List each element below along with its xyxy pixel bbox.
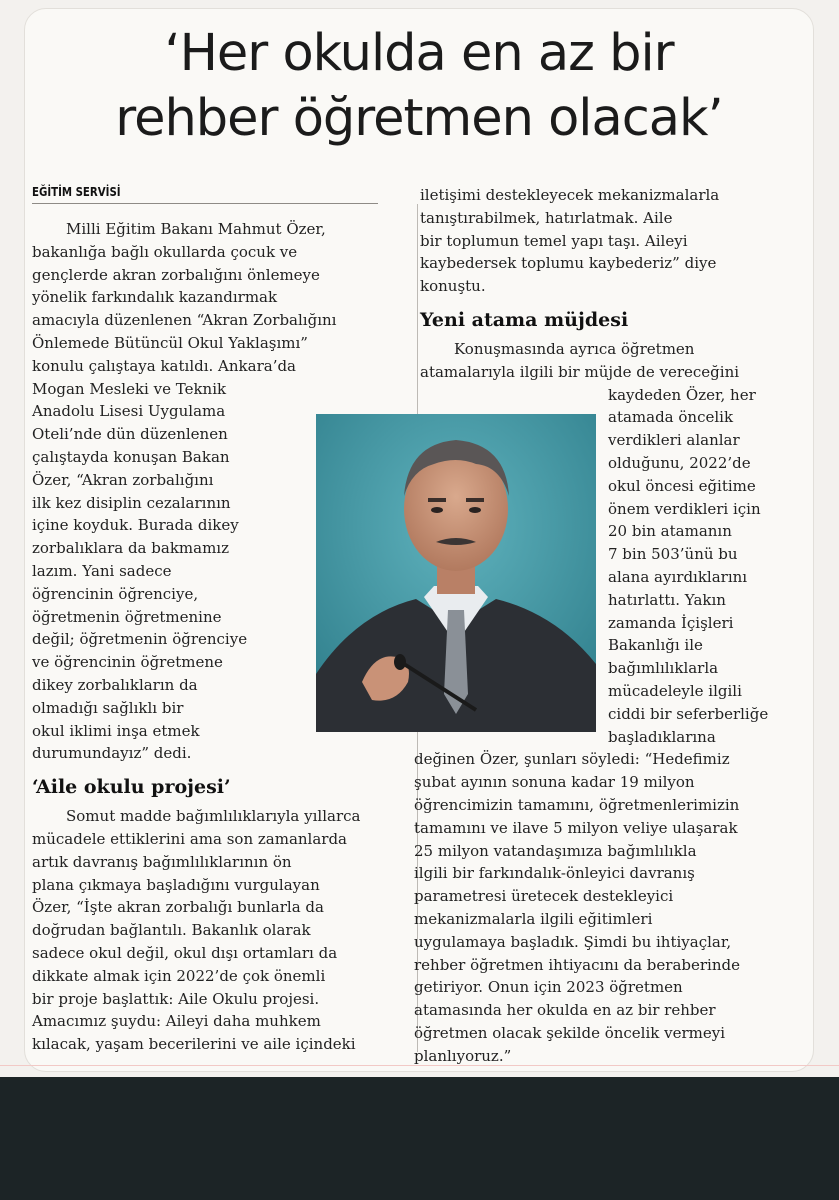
text-line: değinen Özer, şunları söyledi: “Hedefimiz: [414, 750, 730, 769]
text-line: Özer, “Akran zorbalığını: [32, 470, 214, 489]
text-line: tamamını ve ilave 5 milyon veliye ulaşarak: [414, 818, 738, 837]
text-line: bakanlığa bağlı okullarda çocuk ve: [32, 242, 298, 261]
text-line: mücadeleyle ilgili: [608, 681, 742, 700]
text-line: 7 bin 503’ünü bu: [608, 545, 738, 564]
text-line: Bakanlığı ile: [608, 636, 703, 655]
text-line: Oteli’nde dün düzenlenen: [32, 425, 228, 444]
text-line: Milli Eğitim Bakanı Mahmut Özer,: [66, 220, 326, 238]
text-line: durumundayız” dedi.: [32, 744, 192, 763]
text-line: öğrencinin öğrenciye,: [32, 584, 199, 603]
text-line: çalıştayda konuşan Bakan: [32, 447, 230, 466]
text-line: başladıklarına: [608, 727, 716, 746]
byline-rule: [32, 203, 378, 204]
headline-line-1: ‘Her okulda en az bir: [164, 24, 674, 83]
subheading-yeni-atama: Yeni atama müjdesi: [420, 308, 629, 331]
text-line: konuştu.: [420, 277, 486, 296]
minister-photo: [316, 414, 596, 732]
text-line: kılacak, yaşam becerilerini ve aile içindeki: [32, 1035, 356, 1054]
text-line: atamalarıyla ilgili bir müjde de vereceğini: [420, 362, 740, 381]
text-line: Özer, “İşte akran zorbalığı bunlarla da: [32, 898, 324, 917]
text-line: Konuşmasında ayrıca öğretmen: [454, 339, 695, 358]
headline-line-2: rehber öğretmen olacak’: [115, 89, 723, 148]
text-line: rehber öğretmen ihtiyacını da beraberinde: [414, 955, 740, 974]
headline: [25, 21, 813, 151]
text-line: hatırlattı. Yakın: [608, 590, 726, 609]
text-line: öğretmenin öğretmenine: [32, 607, 222, 626]
clipping-bottom-edge: [0, 1065, 839, 1066]
text-line: kaybedersek toplumu kaybederiz” diye: [420, 254, 717, 273]
text-line: Anadolu Lisesi Uygulama: [32, 402, 226, 421]
text-line: sadece okul değil, okul dışı ortamları da: [32, 943, 338, 962]
text-line: iletişimi destekleyecek mekanizmalarla: [420, 186, 720, 204]
text-line: plana çıkmaya başladığını vurgulayan: [32, 875, 320, 894]
text-line: olmadığı sağlıklı bir: [32, 698, 184, 717]
text-line: tanıştırabilmek, hatırlatmak. Aile: [420, 208, 673, 227]
text-line: gençlerde akran zorbalığını önlemeye: [32, 265, 320, 284]
right-body-text-1: [414, 184, 769, 298]
text-line: atamasında her okulda en az bir rehber: [414, 1001, 716, 1020]
text-line: doğrudan bağlantılı. Bakanlık olarak: [32, 921, 311, 940]
text-line: ve öğrencinin öğretmene: [32, 653, 223, 672]
text-line: verdikleri alanlar: [608, 431, 740, 450]
text-line: zorbalıklara da bakmamız: [32, 539, 229, 558]
text-line: içine koyduk. Burada dikey: [32, 516, 239, 535]
portrait-illustration: [316, 414, 596, 732]
text-line: kaydeden Özer, her: [608, 385, 756, 404]
text-line: uygulamaya başladık. Şimdi bu ihtiyaçlar,: [414, 932, 732, 951]
text-line: dikkate almak için 2022’de çok önemli: [32, 966, 326, 985]
text-line: alana ayırdıklarını: [608, 567, 748, 586]
text-line: öğrencimizin tamamını, öğretmenlerimizin: [414, 795, 740, 814]
text-line: bir toplumun temel yapı taşı. Aileyi: [420, 231, 688, 250]
text-line: zamanda İçişleri: [608, 613, 734, 632]
text-line: değil; öğretmenin öğrenciye: [32, 630, 248, 649]
text-line: ciddi bir seferberliğe: [608, 704, 769, 723]
text-line: Amacımız şuydu: Aileyi daha muhkem: [32, 1012, 321, 1031]
text-line: ilgili bir farkındalık-önleyici davranış: [414, 864, 695, 883]
text-line: Önlemede Bütüncül Okul Yaklaşımı”: [32, 333, 308, 352]
text-line: ilk kez disiplin cezalarının: [32, 493, 231, 512]
right-body-text-4: [414, 748, 769, 1067]
text-line: olduğunu, 2022’de: [608, 453, 751, 472]
text-line: okul iklimi inşa etmek: [32, 721, 200, 740]
text-line: amacıyla düzenlenen “Akran Zorbalığını: [32, 311, 337, 330]
text-line: okul öncesi eğitime: [608, 476, 756, 495]
text-line: bir proje başlattık: Aile Okulu projesi.: [32, 989, 320, 1008]
text-line: konulu çalıştaya katıldı. Ankara’da: [32, 356, 297, 375]
text-line: planlıyoruz.”: [414, 1046, 512, 1065]
text-line: atamada öncelik: [608, 408, 734, 427]
text-line: önem verdikleri için: [608, 499, 761, 518]
byline: EĞİTİM SERVİSİ: [32, 185, 121, 199]
text-line: artık davranış bağımlılıklarının ön: [32, 852, 292, 871]
bottom-dark-bar: [0, 1077, 839, 1200]
text-line: getiriyor. Onun için 2023 öğretmen: [414, 978, 683, 997]
text-line: yönelik farkındalık kazandırmak: [32, 288, 278, 307]
text-line: 20 bin atamanın: [608, 522, 732, 541]
text-line: dikey zorbalıkların da: [32, 675, 198, 694]
text-line: bağımlılıklarla: [608, 659, 719, 678]
text-line: mekanizmalarla ilgili eğitimleri: [414, 909, 653, 928]
text-line: mücadele ettiklerini ama son zamanlarda: [32, 829, 347, 848]
text-line: Somut madde bağımlılıklarıyla yıllarca: [66, 807, 361, 826]
right-body-text-2: [414, 338, 769, 384]
text-line: 25 milyon vatandaşımıza bağımlılıkla: [414, 841, 697, 860]
left-body-text-2: [32, 805, 412, 1056]
text-line: Mogan Mesleki ve Teknik: [32, 379, 227, 398]
text-line: öğretmen olacak şekilde öncelik vermeyi: [414, 1023, 726, 1042]
subheading-aile-okulu: ‘Aile okulu projesi’: [32, 776, 231, 799]
text-line: parametresi üretecek destekleyici: [414, 887, 674, 906]
text-line: şubat ayının sonuna kadar 19 milyon: [414, 773, 695, 792]
text-line: lazım. Yani sadece: [32, 561, 172, 580]
